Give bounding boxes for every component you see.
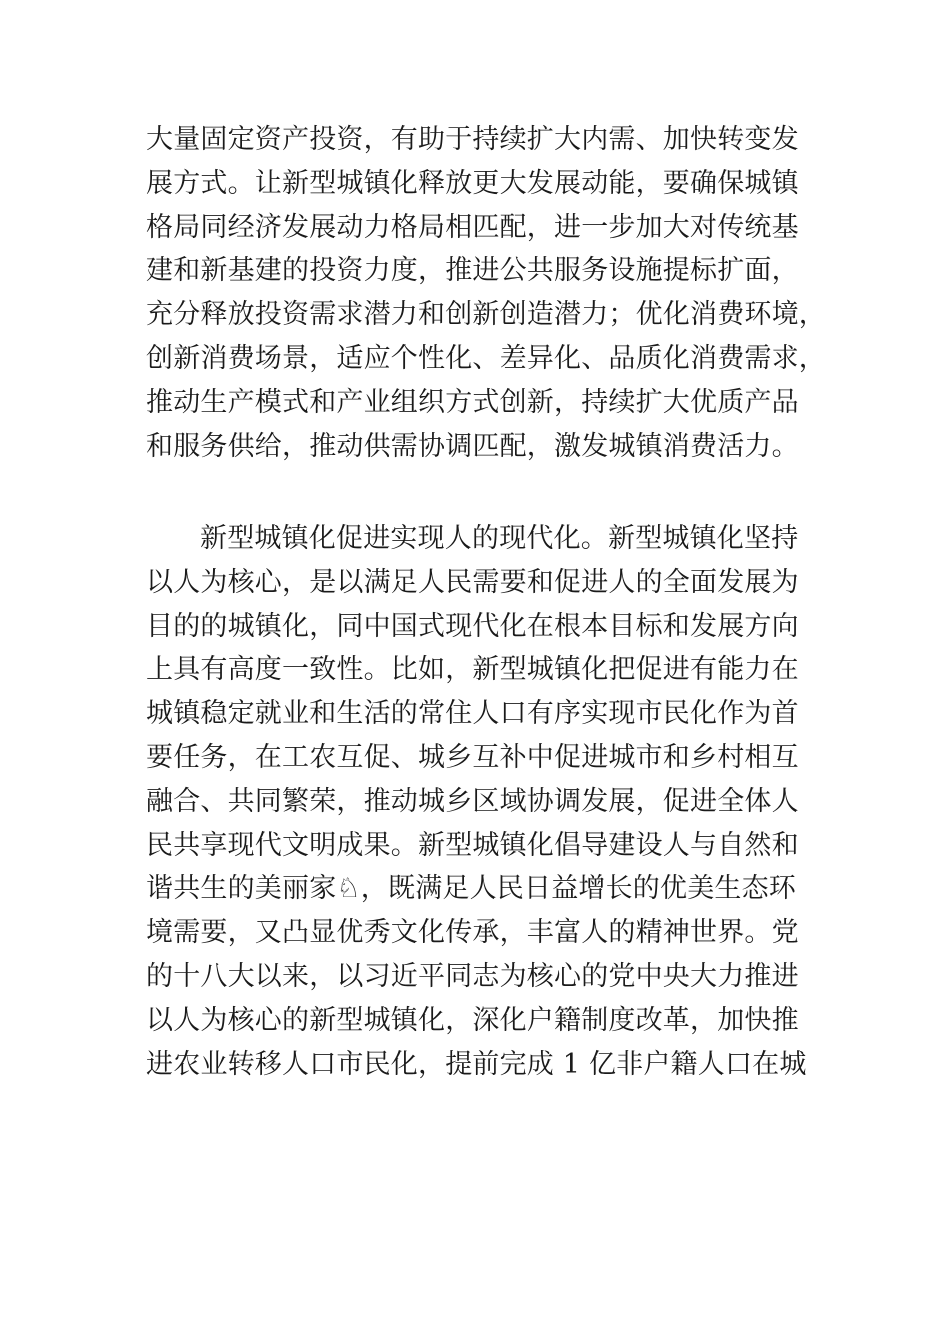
text-line: 融合、共同繁荣，推动城乡区域协调发展，促进全体人 (146, 785, 799, 817)
paragraph-investment-consumption (146, 118, 826, 468)
text-line: 以人为核心，是以满足人民需要和促进人的全面发展为 (146, 566, 799, 598)
text-line: 目的的城镇化，同中国式现代化在根本目标和发展方向 (146, 610, 799, 642)
text-line-first: 新型城镇化促进实现人的现代化。新型城镇化坚持 (200, 523, 799, 554)
text-line: 境需要，又凸显优秀文化传承，丰富人的精神世界。党 (146, 917, 799, 949)
text-line: 民共享现代文明成果。新型城镇化倡导建设人与自然和 (146, 829, 799, 861)
text-line: 大量固定资产投资，有助于持续扩大内需、加快转变发 (146, 124, 799, 155)
text-line: 充分释放投资需求潜力和创新创造潜力；优化消费环境， (146, 299, 826, 331)
text-line: 要任务，在工农互促、城乡互补中促进城市和乡村相互 (146, 741, 799, 773)
text-line: 展方式。让新型城镇化释放更大发展动能，要确保城镇 (146, 167, 799, 199)
text-line: 城镇稳定就业和生活的常住人口有序实现市民化作为首 (146, 698, 799, 730)
text-line: 的十八大以来，以习近平同志为核心的党中央大力推进 (146, 960, 799, 992)
text-line: 以人为核心的新型城镇化，深化户籍制度改革，加快推 (146, 1004, 799, 1036)
paragraph-people-modernization (146, 517, 816, 1086)
text-line: 格局同经济发展动力格局相匹配，进一步加大对传统基 (146, 211, 799, 243)
text-line: 建和新基建的投资力度，推进公共服务设施提标扩面， (146, 255, 799, 287)
text-line: 创新消费场景，适应个性化、差异化、品质化消费需求， (146, 342, 826, 374)
text-line: 谐共生的美丽家♘，既满足人民日益增长的优美生态环 (146, 873, 797, 905)
text-line: 上具有高度一致性。比如，新型城镇化把促进有能力在 (146, 654, 799, 686)
text-line: 和服务供给，推动供需协调匹配，激发城镇消费活力。 (146, 430, 799, 462)
text-line: 进农业转移人口市民化，提前完成 1 亿非户籍人口在城 (146, 1048, 807, 1080)
text-line: 推动生产模式和产业组织方式创新，持续扩大优质产品 (146, 386, 799, 418)
